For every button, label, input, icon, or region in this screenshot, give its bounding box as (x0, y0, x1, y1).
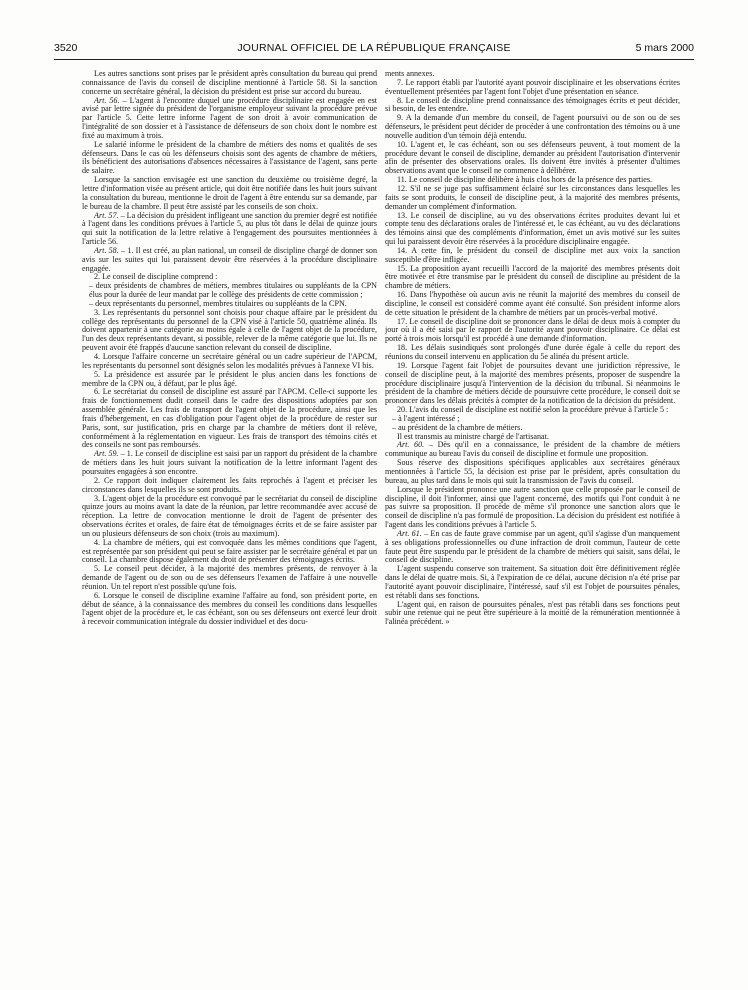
paragraph-text: – L'agent à l'encontre duquel une procédure disciplinaire est engagée en est avisé par lettre signée du président de l'organisme employeur suivant la procédure prévue par l'article 5. Cette lettre informe l'agent de son droit à avoir communication de l'intégralité de son dossier et à l'assistance de défenseurs de son choix dont le nombre est fixé au maximum à trois. (82, 95, 377, 140)
paragraph-text: Lorsque la sanction envisagée est une sanction du deuxième ou troisième degré, la lettre d'information visée au présent article, qui doit être notifiée dans les huit jours suivant la consultation du bureau, mentionne le droit de l'agent à être entendu sur sa demande, par le bureau de la chambre. Il peut être assisté par les conseils de son choix. (82, 175, 377, 211)
paragraph (385, 601, 680, 628)
paragraph-text: 6. Lorsque le conseil de discipline examine l'affaire au fond, son président porte, en début de séance, à la connaissance des membres du conseil les conditions dans lesquelles l'agent objet de la procédure et, le cas échéant, son ou ses défenseurs ont exercé leur droit à recevoir communication intégrale du dossier individuel et des docu- (82, 590, 377, 627)
paragraph (385, 185, 680, 212)
paragraph (385, 441, 680, 459)
paragraph-text: 13. Le conseil de discipline, au vu des observations écrites produites devant lui et compte tenu des déclarations orales de l'intéressé et, le cas échéant, au vu des déclarations des témoins ainsi que des compléments d'information, émet un avis motivé sur les suites qui lui paraissent devoir être réservées à la procédure disciplinaire engagée. (385, 210, 680, 247)
right-text-column (385, 70, 680, 975)
header-rule (54, 59, 694, 60)
paragraph-text: 6. Le secrétariat du conseil de discipline est assuré par l'APCM. Celle-ci supporte les frais de fonctionnement dudit conseil dans le cadre des dispositions adoptées par son assemblée générale. Les frais de transport de l'agent objet de la procédure, ainsi que les frais d'hébergement, en cas d'obligation pour l'agent objet de la procédure de rester sur Paris, sont, sur justification, pris en charge par la chambre de métiers dont il relève, conformément à la réglementation en vigueur. Les frais de transport des témoins cités et des conseils ne sont pas remboursés. (82, 387, 377, 450)
paragraph-text: 4. La chambre de métiers, qui est convoquée dans les mêmes conditions que l'agent, est représentée par son président qui peut se faire assister par le secrétaire général et par un conseil. La chambre dispose également du droit de présenter des témoignages écrits. (82, 537, 377, 565)
paragraph (385, 265, 680, 292)
paragraph (82, 176, 377, 211)
paragraph-text: 16. Dans l'hypothèse où aucun avis ne réunit la majorité des membres du conseil de discipline, le conseil est considéré comme ayant été consulté. Son président informe alors de cette situation le président de la chambre de métiers par un procès-verbal motivé. (385, 290, 680, 317)
paragraph (385, 97, 680, 115)
paragraph (385, 318, 680, 345)
paragraph (82, 212, 377, 247)
article-number: Art. 59. (94, 449, 119, 459)
paragraph-text: 15. La proposition ayant recueilli l'accord de la majorité des membres présents doit être motivée et être transmise par le président du conseil de discipline au président de la chambre de métiers. (385, 263, 680, 291)
paragraph-text: – au président de la chambre de métiers. (392, 422, 523, 432)
paragraph-text: – Dès qu'il en a connaissance, le président de la chambre de métiers communique au bureau l'avis du conseil de discipline et formule une proposition. (385, 440, 680, 459)
paragraph (385, 362, 680, 406)
paragraph (82, 539, 377, 566)
paragraph (82, 282, 377, 300)
paragraph-text: 9. A la demande d'un membre du conseil, de l'agent poursuivi ou de son ou de ses défenseurs, le président peut décider de procéder à une confrontation des témoins ou à une nouvelle audition d'un témoin déjà entendu. (385, 113, 680, 140)
article-number: Art. 61. (397, 528, 422, 538)
paragraph-text: 11. Le conseil de discipline délibère à huis clos hors de la présence des parties. (397, 175, 653, 185)
publication-date: 5 mars 2000 (635, 42, 694, 54)
paragraph (385, 141, 680, 176)
paragraph-text: 3. L'agent objet de la procédure est convoqué par le secrétariat du conseil de discipline quinze jours au moins avant la date de la réunion, par lettre recommandée avec accusé de réception. La lettre de convocation mentionne le droit de l'agent de présenter des observations écrites et orales, de faire état de témoignages écrits et de se faire assister par un ou plusieurs défenseurs de son choix (trois au maximum). (82, 493, 377, 538)
paragraph (82, 309, 377, 353)
article-number: Art. 57. (94, 210, 119, 220)
paragraph-text: Lorsque le président prononce une autre sanction que celle proposée par le conseil de discipline, il doit l'informer, ainsi que l'agent concerné, des motifs qui l'ont conduit à ne pas suivre sa proposition. Il procède de même s'il prononce une sanction alors que le conseil de discipline n'a pas formulé de proposition. La décision du président est notifiée à l'agent dans les conditions prévues à l'article 5. (385, 484, 680, 530)
paragraph (385, 79, 680, 97)
paragraph-text: 10. L'agent et, le cas échéant, son ou ses défenseurs peuvent, à tout moment de la procédure devant le conseil de discipline, demander au président l'autorisation d'intervenir afin de présenter des observations orales. Ils doivent être invités à présenter d'ultimes observations avant que le conseil ne commence à délibérer. (385, 139, 680, 176)
paragraph-text: 5. La présidence est assurée par le président le plus ancien dans les fonctions de membre de la CPN ou, à défaut, par le plus âgé. (82, 369, 377, 388)
paragraph-text: L'agent qui, en raison de poursuites pénales, n'est pas rétabli dans ses fonctions peut subir une retenue qui ne peut être supérieure à la moitié de la rémunération mentionnée à l'alinéa précédent. » (385, 599, 680, 627)
paragraph-text: 8. Le conseil de discipline prend connaissance des témoignages écrits et peut décider, si besoin, de les entendre. (385, 95, 680, 114)
article-number: Art. 58. (94, 245, 119, 255)
paragraph-text: 17. Le conseil de discipline doit se prononcer dans le délai de deux mois à compter du jour où il a été saisi par le rapport de l'autorité ayant pouvoir disciplinaire. Ce délai est porté à trois mois lorsqu'il est procédé à une demande d'information. (385, 316, 680, 344)
journal-title: JOURNAL OFFICIEL DE LA RÉPUBLIQUE FRANÇAISE (237, 42, 511, 54)
paragraph (385, 459, 680, 486)
paragraph (82, 141, 377, 176)
paragraph (82, 70, 377, 97)
paragraph-text: – 1. Le conseil de discipline est saisi par un rapport du président de la chambre de métiers dans les huit jours suivant la notification de la lettre informant l'agent des poursuites engagées à son encontre. (82, 449, 377, 476)
paragraph-text: Le salarié informe le président de la chambre de métiers des noms et qualités de ses défenseurs. Dans le cas où les défenseurs choisis sont des agents de chambre de métiers, ils bénéficient des autorisations d'absences nécessaires à l'assistance de l'agent, sans perte de salaire. (82, 139, 377, 176)
paragraph (82, 247, 377, 274)
paragraph-text: – à l'agent intéressé ; (392, 413, 460, 423)
paragraph (82, 97, 377, 141)
paragraph-text: – La décision du président infligeant une sanction du premier degré est notifiée à l'agent dans les conditions prévues à l'article 5, au plus tôt dans le délai de quinze jours qui suit la notification de la lettre relative à l'engagement des poursuites mentionnées à l'article 56. (82, 210, 377, 247)
paragraph (385, 565, 680, 600)
paragraph-text: 3. Les représentants du personnel sont choisis pour chaque affaire par le président du collège des représentants du personnel de la CPN visé à l'article 50, quatrième alinéa. Ils doivent appartenir à une catégorie au moins égale à celle de l'agent objet de la procédure, l'un des deux représentants devant, si possible, relever de la même catégorie que lui. Ils ne peuvent avoir été frappés d'aucune sanction relevant du conseil de discipline. (82, 307, 377, 353)
left-text-column (82, 70, 377, 975)
paragraph-text: 5. Le conseil peut décider, à la majorité des membres présents, de renvoyer à la demande de l'agent ou de son ou de ses défenseurs l'examen de l'affaire à une nouvelle réunion. Un tel report n'est possible qu'une fois. (82, 564, 377, 591)
paragraph (82, 353, 377, 371)
paragraph (82, 388, 377, 450)
article-number: Art. 56. (94, 95, 120, 105)
paragraph (82, 592, 377, 627)
paragraph-text: – 1. Il est créé, au plan national, un conseil de discipline chargé de donner son avis sur les suites qui lui paraissent devoir être réservées à la procédure disciplinaire engagée. (82, 245, 377, 273)
paragraph-text: 4. Lorsque l'affaire concerne un secrétaire général ou un cadre supérieur de l'APCM, les représentants du personnel sont désignés selon les modalités prévues à l'annexe VI bis. (82, 352, 377, 370)
paragraph-text: L'agent suspendu conserve son traitement. Sa situation doit être définitivement réglée dans le délai de quatre mois. Si, à l'expiration de ce délai, aucune décision n'a été prise par l'autorité ayant pouvoir disciplinaire, l'intéressé, sauf s'il est l'objet de poursuites pénales, est rétabli dans ses fonctions. (385, 564, 680, 600)
paragraph (385, 291, 680, 318)
paragraph (385, 344, 680, 362)
page-header (54, 42, 694, 56)
article-number: Art. 60. (397, 440, 425, 450)
paragraph-text: – deux présidents de chambres de métiers, membres titulaires ou suppléants de la CPN élus pour la durée de leur mandat par le collège des présidents de cette commission ; (89, 281, 377, 300)
paragraph-text: ments annexes. (385, 70, 435, 78)
paragraph (82, 450, 377, 477)
paragraph-text: Sous réserve des dispositions spécifiques applicables aux secrétaires généraux mentionnées à l'article 55, la décision est prise par le président, après consultation du bureau, au plus tard dans le mois qui suit la transmission de l'avis du conseil. (385, 458, 680, 485)
paragraph-text: Les autres sanctions sont prises par le président après consultation du bureau qui prend connaissance de l'avis du conseil de discipline mentionné à l'article 58. Si la sanction concerne un secrétaire général, la décision du président est prise sur accord du bureau. (82, 70, 377, 96)
paragraph (385, 114, 680, 141)
paragraph-text: 2. Le conseil de discipline comprend : (94, 272, 218, 282)
paragraph-text: 14. A cette fin, le président du conseil de discipline met aux voix la sanction susceptible d'être infligée. (385, 245, 680, 264)
paragraph-text: 19. Lorsque l'agent fait l'objet de poursuites devant une juridiction répressive, le conseil de discipline peut, à la majorité des membres présents, proposer de suspendre la procédure disciplinaire jusqu'à l'intervention de la décision du tribunal. Si néanmoins le président de la chambre de métiers décide de poursuivre cette procédure, le conseil doit se prononcer dans les délais précités à compter de la notification de la décision du président. (385, 360, 680, 406)
paragraph (82, 565, 377, 592)
paragraph (385, 247, 680, 265)
paragraph-text: – deux représentants du personnel, membres titulaires ou suppléants de la CPN. (89, 298, 347, 308)
paragraph (385, 212, 680, 247)
paragraph-text: – En cas de faute grave commise par un agent, qu'il s'agisse d'un manquement à ses obligations professionnelles ou d'une infraction de droit commun, l'auteur de cette faute peut être suspendu par le président de la chambre de métiers qui saisit, sans délai, le conseil de discipline. (385, 528, 680, 565)
paragraph-text: Il est transmis au ministre chargé de l'artisanat. (397, 431, 549, 441)
paragraph (385, 486, 680, 530)
paragraph-text: 7. Le rapport établi par l'autorité ayant pouvoir disciplinaire et les observations écrites éventuellement présentées par l'agent font l'objet d'une présentation en séance. (385, 77, 680, 96)
paragraph (82, 495, 377, 539)
paragraph (82, 371, 377, 389)
paragraph-text: 20. L'avis du conseil de discipline est notifié selon la procédure prévue à l'article 5 : (397, 405, 669, 415)
paragraph-text: 18. Les délais susindiqués sont prolongés d'une durée égale à celle du report des réunions du conseil intervenu en application du 5e alinéa du présent article. (385, 343, 680, 361)
paragraph (82, 477, 377, 495)
paragraph (385, 530, 680, 565)
paragraph-text: 12. S'il ne se juge pas suffisamment éclairé sur les circonstances dans lesquelles les faits se sont produits, le conseil de discipline peut, à la majorité des membres présents, demander un complément d'information. (385, 183, 680, 211)
page-number: 3520 (54, 42, 78, 54)
paragraph-text: 2. Ce rapport doit indiquer clairement les faits reprochés à l'agent et préciser les circonstances dans lesquelles ils se sont produits. (82, 475, 377, 494)
